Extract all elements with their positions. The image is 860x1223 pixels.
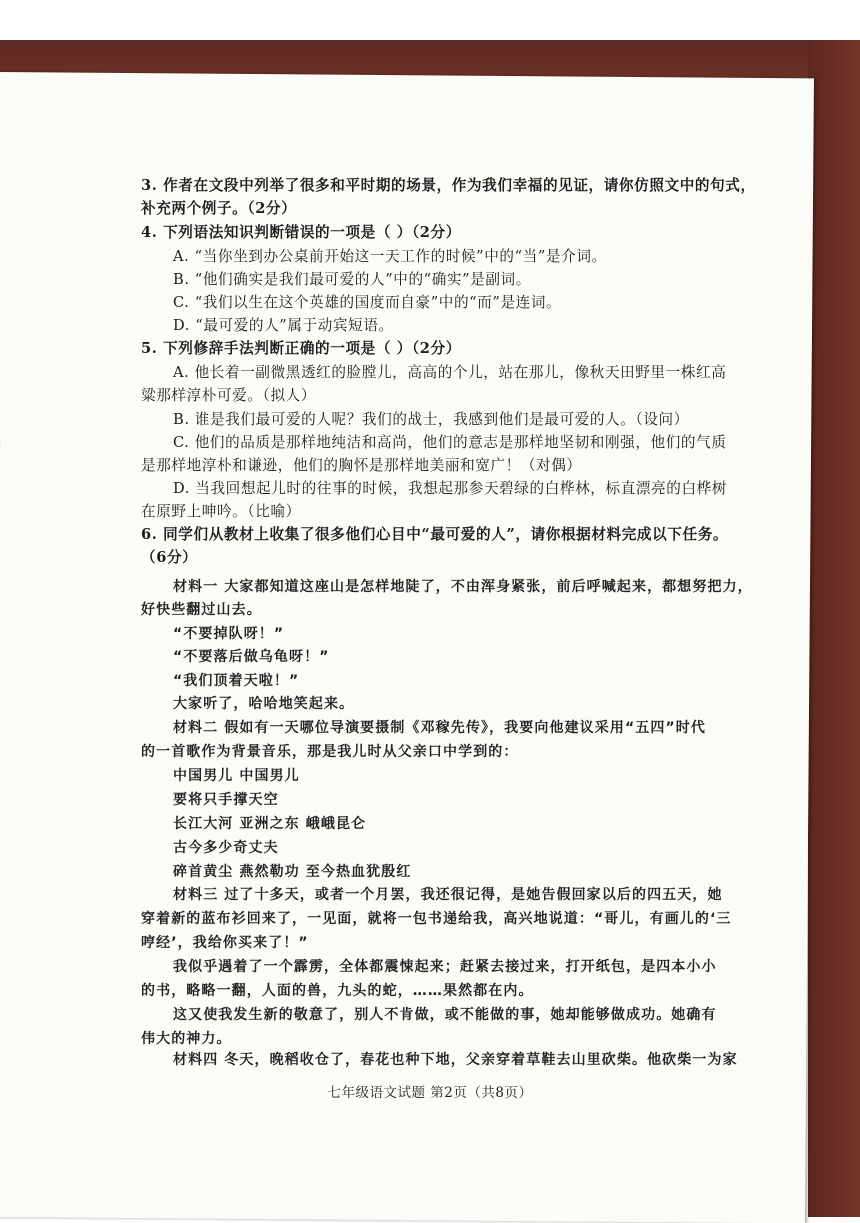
q4-option-c: C. “我们以生在这个英雄的国度而自豪”中的“而”是连词。	[173, 293, 561, 313]
material-1-line-4: “不要落后做乌龟呀！”	[173, 647, 330, 667]
material-1-line-1: 材料一 大家都知道这座山是怎样地陡了，不由浑身紧张，前后呼喊起来，都想努把力，	[173, 577, 753, 597]
q4-option-b: B. “他们确实是我们最可爱的人”中的“确实”是副词。	[173, 270, 531, 290]
q4-stem: 4. 下列语法知识判断错误的一项是（ ）（2分）	[141, 223, 461, 243]
q5-option-c: C. 他们的品质是那样地纯洁和高尚，他们的意志是那样地坚韧和刚强，他们的气质	[173, 433, 727, 453]
q6-stem: 6. 同学们从教材上收集了很多他们心目中“最可爱的人”，请你根据材料完成以下任务。	[141, 525, 728, 545]
material-3-line-4: 我似乎遇着了一个霹雳，全体都震悚起来；赶紧去接过来，打开纸包，是四本小小	[173, 957, 717, 977]
material-1-line-3: “不要掉队呀！”	[173, 624, 284, 644]
q3-line-2: 补充两个例子。（2分）	[141, 199, 296, 219]
q5-option-d-cont: 在原野上呻吟。（比喻）	[141, 502, 301, 522]
material-3-line-6: 这又使我发生新的敬意了，别人不肯做，或不能做的事，她却能够做成功。她确有	[173, 1005, 717, 1025]
q5-option-a: A. 他长着一副微黑透红的脸膛儿，高高的个儿，站在那儿，像秋天田野里一株红高	[173, 363, 726, 383]
material-3-line-7: 伟大的神力。	[141, 1029, 232, 1049]
material-1-line-6: 大家听了，哈哈地笑起来。	[173, 694, 354, 714]
material-1-line-2: 好快些翻过山去。	[141, 600, 262, 620]
q4-option-a: A. “当你坐到办公桌前开始这一天工作的时候”中的“当”是介词。	[173, 247, 607, 267]
q3-line-1: 3. 作者在文段中列举了很多和平时期的场景，作为我们幸福的见证，请你仿照文中的句式，	[141, 176, 756, 196]
q5-option-a-cont: 粱那样淳朴可爱。（拟人）	[141, 386, 316, 406]
material-2-line-6: 古今多少奇丈夫	[173, 838, 279, 858]
wooden-table-right	[808, 40, 860, 1217]
background	[0, 0, 860, 40]
material-3-line-3: 哼经’，我给你买来了！”	[141, 933, 309, 953]
material-2-line-3: 中国男儿 中国男儿	[173, 766, 300, 786]
q5-option-d: D. 当我回想起儿时的往事的时候，我想起那参天碧绿的白桦林，标直漂亮的白桦树	[173, 479, 727, 499]
material-2-line-2: 的一首歌作为背景音乐，那是我儿时从父亲口中学到的：	[141, 742, 519, 762]
material-3-line-2: 穿着新的蓝布衫回来了，一见面，就将一包书递给我，高兴地说道：“哥儿，有画儿的‘三	[141, 909, 732, 929]
page-footer: 七年级语文试题 第2页（共8页）	[0, 1081, 860, 1101]
material-4-line-1: 材料四 冬天，晚稻收仓了，春花也种下地，父亲穿着草鞋去山里砍柴。他砍柴一为家	[173, 1050, 738, 1070]
material-2-line-5: 长江大河 亚洲之东 峨峨昆仑	[173, 814, 366, 834]
material-2-line-7: 碎首黄尘 燕然勒功 至今热血犹殷红	[173, 862, 411, 882]
material-2-line-4: 要将只手撑天空	[173, 790, 279, 810]
q5-option-c-cont: 是那样地淳朴和谦逊，他们的胸怀是那样地美丽和宽广！（对偶）	[141, 456, 582, 476]
material-1-line-5: “我们顶着天啦！”	[173, 671, 299, 691]
q5-option-b: B. 谁是我们最可爱的人呢？我们的战士，我感到他们是最可爱的人。（设问）	[173, 410, 689, 430]
material-2-line-1: 材料二 假如有一天哪位导演要摄制《邓稼先传》，我要向他建议采用“五四”时代	[173, 718, 706, 738]
q6-points: （6分）	[141, 548, 197, 568]
material-3-line-1: 材料三 过了十多天，或者一个月罢，我还很记得，是她告假回家以后的四五天，她	[173, 885, 723, 905]
q4-option-d: D. “最可爱的人”属于动宾短语。	[173, 316, 394, 336]
material-3-line-5: 的书，略略一翻，人面的兽，九头的蛇，……果然都在内。	[141, 981, 534, 1001]
q5-stem: 5. 下列修辞手法判断正确的一项是（ ）（2分）	[141, 339, 461, 359]
